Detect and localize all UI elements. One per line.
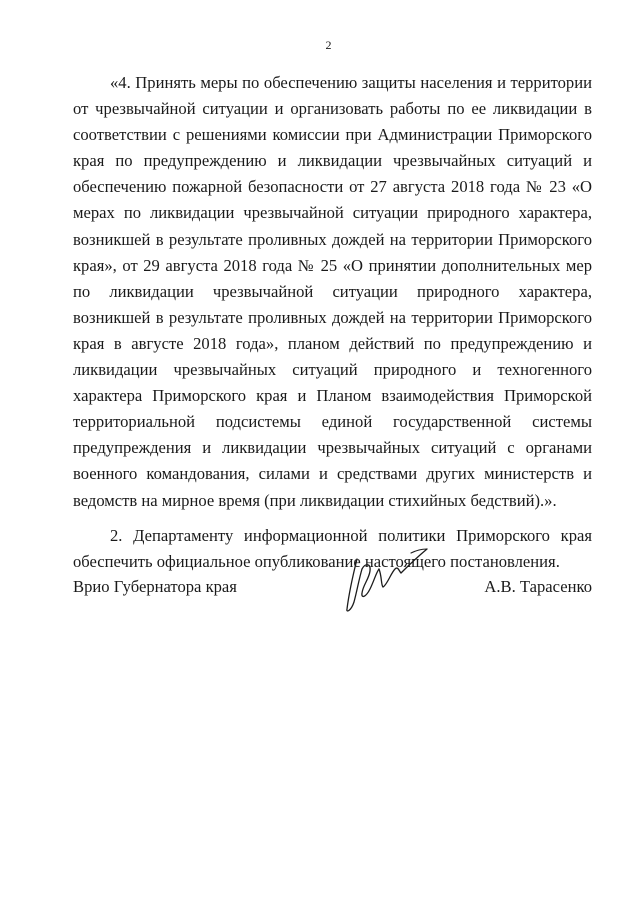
paragraph-item-2: 2. Департаменту информационной политики Приморского края обеспечить официальное опубликование настоящего постановления. <box>73 525 592 571</box>
paragraph-item-4: «4. Принять меры по обеспечению защиты населения и территории от чрезвычайной ситуации и организовать работы по ее ликвидации в соответствии с решениями комиссии при Администрации Приморского края по предупреждению и ликвидации чрезвычайных ситуаций и обеспечению пожарной безопасности от 27 августа 2018 года № 23 «О мерах по ликвидации чрезвычайной ситуации природного характера, возникшей в результате проливных дождей на территории Приморского края», от 29 августа 2018 года № 25 «О принятии дополнительных мер по ликвидации чрезвычайной ситуации природного характера, возникшей в результате проливных дождей на территории Приморского края в августе 2018 года», планом действий по предупреждению и ликвидации чрезвычайных ситуаций природного и техногенного характера Приморского края и Планом взаимодействия Приморской территориальной подсистемы единой государственной системы предупреждения и ликвидации чрезвычайных ситуаций с органами военного командования, силами и средствами других министерств и ведомств на мирное время (при ликвидации стихийных бедствий).». <box>73 73 592 510</box>
signature-block <box>73 555 592 625</box>
signer-title: Врио Губернатора края <box>73 577 237 596</box>
page-number: 2 <box>325 38 332 52</box>
signer-name: А.В. Тарасенко <box>484 577 592 596</box>
handwritten-signature <box>335 547 435 617</box>
